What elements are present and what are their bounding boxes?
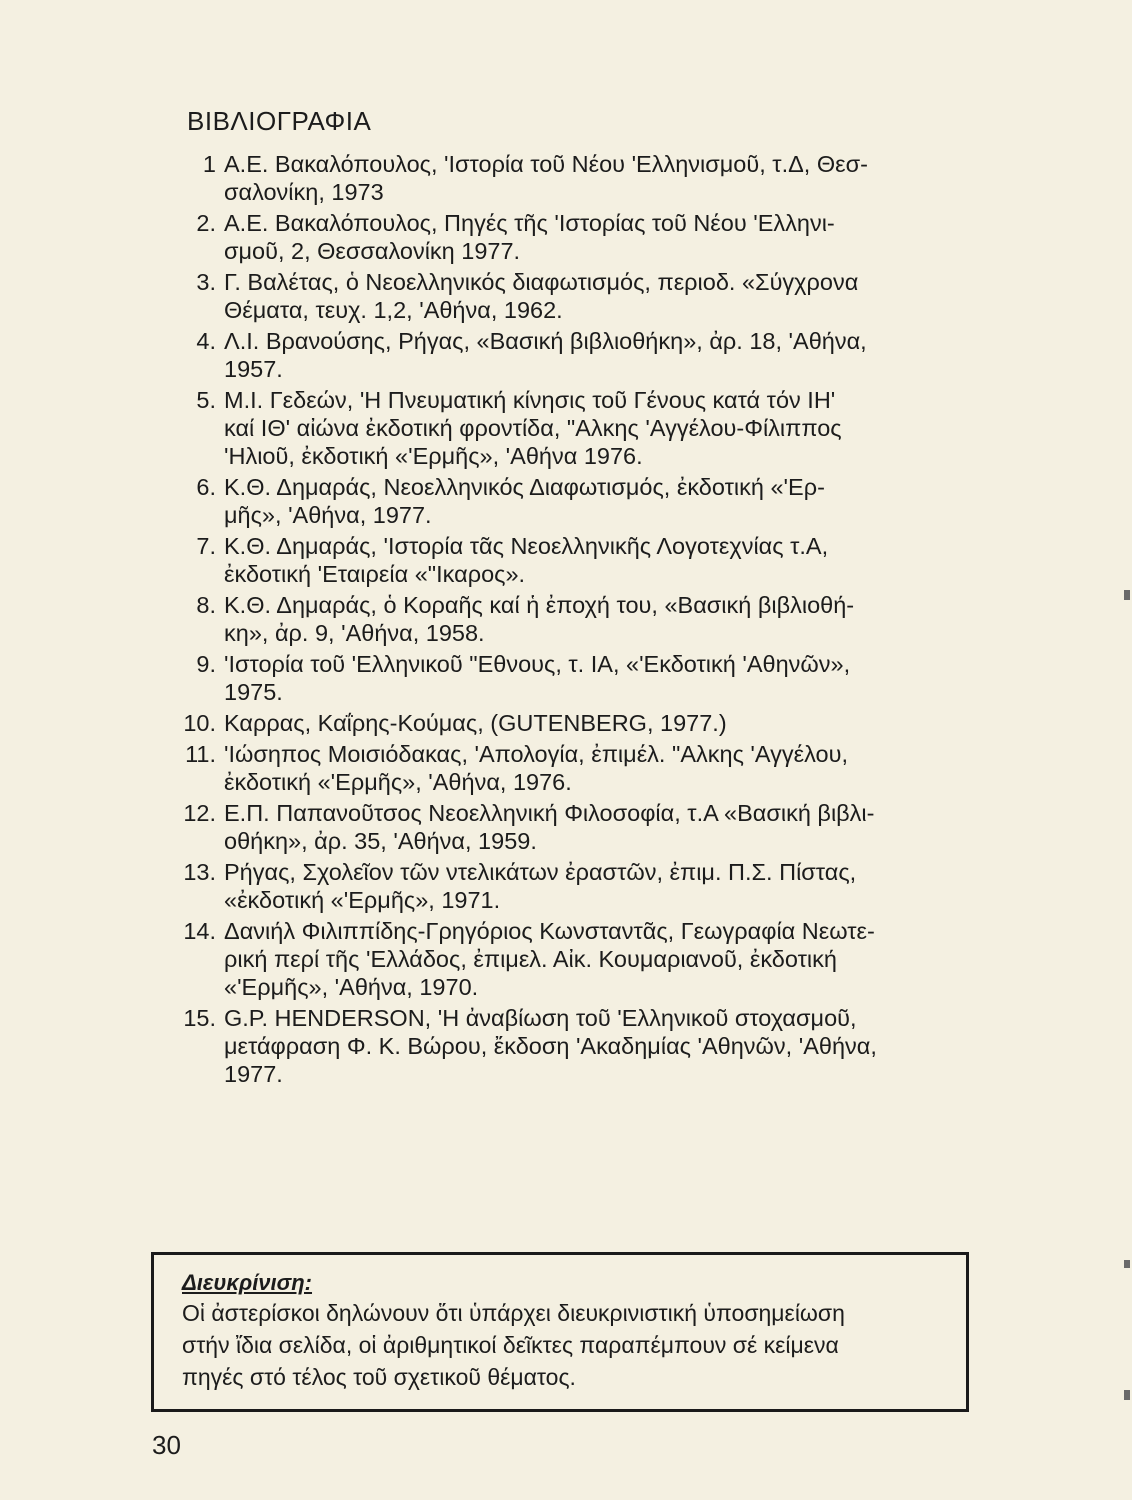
entry-line: 1975. xyxy=(224,679,283,705)
entry-number: 9. xyxy=(196,651,216,677)
entry-line: Δανιήλ Φιλιππίδης-Γρηγόριος Κωνσταντᾶς, Γεωγραφία Νεωτε- xyxy=(224,918,875,944)
entry-text xyxy=(224,740,970,796)
bibliography-entry xyxy=(170,858,970,914)
entry-text xyxy=(224,1004,970,1088)
entry-text xyxy=(224,150,970,206)
entry-text xyxy=(224,591,970,647)
bibliography-entry xyxy=(170,799,970,855)
entry-number: 7. xyxy=(196,533,216,559)
entry-line: 'Ιστορία τοῦ 'Ελληνικοῦ "Εθνους, τ. ΙΑ, «'Εκδοτική 'Αθηνῶν», xyxy=(224,651,851,677)
entry-text xyxy=(224,709,970,737)
entry-line: ρική περί τῆς 'Ελλάδος, ἐπιμελ. Αἰκ. Κουμαριανοῦ, ἐκδοτική xyxy=(224,946,837,972)
entry-line: G.P. HENDERSON, 'Η ἀναβίωση τοῦ 'Ελληνικοῦ στοχασμοῦ, xyxy=(224,1005,857,1031)
entry-text xyxy=(224,799,970,855)
clarification-title: Διευκρίνιση: xyxy=(182,1270,313,1295)
entry-line: 'Ιώσηπος Μοισιόδακας, 'Απολογία, ἐπιμέλ. "Αλκης 'Αγγέλου, xyxy=(224,741,848,767)
entry-text xyxy=(224,268,970,324)
scan-edge-mark xyxy=(1124,590,1130,600)
clarification-box xyxy=(151,1252,969,1412)
bibliography-entry xyxy=(170,650,970,706)
bibliography-entry xyxy=(170,591,970,647)
entry-line: Α.Ε. Βακαλόπουλος, Πηγές τῆς 'Ιστορίας τοῦ Νέου 'Ελληνι- xyxy=(224,210,835,236)
entry-number: 6. xyxy=(196,474,216,500)
bibliography-entry xyxy=(170,150,970,206)
bibliography-entry xyxy=(170,740,970,796)
entry-line: καί ΙΘ' αἰώνα ἐκδοτική φροντίδα, "Αλκης 'Αγγέλου-Φίλιππος xyxy=(224,415,842,441)
entry-number: 10. xyxy=(183,710,216,736)
bibliography-list xyxy=(170,150,970,1091)
entry-number: 11. xyxy=(185,741,216,767)
entry-line: «'Ερμῆς», 'Αθήνα, 1970. xyxy=(224,974,479,1000)
page-number: 30 xyxy=(152,1430,181,1460)
entry-text xyxy=(224,532,970,588)
entry-line: 'Ηλιοῦ, ἐκδοτική «'Ερμῆς», 'Αθήνα 1976. xyxy=(224,443,643,469)
entry-number: 4. xyxy=(196,328,216,354)
entry-number: 13. xyxy=(183,859,216,885)
bibliography-entry xyxy=(170,532,970,588)
entry-line: 1957. xyxy=(224,356,283,382)
entry-line: σαλονίκη, 1973 xyxy=(224,179,384,205)
entry-line: σμοῦ, 2, Θεσσαλονίκη 1977. xyxy=(224,238,521,264)
entry-line: Κ.Θ. Δημαράς, ὁ Κοραῆς καί ἡ ἐποχή του, «Βασική βιβλιοθή- xyxy=(224,592,855,618)
entry-line: Μ.Ι. Γεδεών, 'Η Πνευματική κίνησις τοῦ Γένους κατά τόν ΙΗ' xyxy=(224,387,836,413)
entry-line: Κ.Θ. Δημαράς, 'Ιστορία τᾶς Νεοελληνικῆς Λογοτεχνίας τ.Α, xyxy=(224,533,829,559)
entry-line: κη», ἀρ. 9, 'Αθήνα, 1958. xyxy=(224,620,485,646)
entry-line: Καρρας, Καΐρης-Κούμας, (GUTENBERG, 1977.) xyxy=(224,710,727,736)
entry-line: «ἐκδοτική «'Ερμῆς», 1971. xyxy=(224,887,501,913)
entry-number: 3. xyxy=(196,269,216,295)
entry-number: 15. xyxy=(183,1005,216,1031)
entry-text xyxy=(224,209,970,265)
entry-text xyxy=(224,473,970,529)
entry-number: 2. xyxy=(196,210,216,236)
entry-text xyxy=(224,917,970,1001)
entry-line: Λ.Ι. Βρανούσης, Ρήγας, «Βασική βιβλιοθήκη», ἀρ. 18, 'Αθήνα, xyxy=(224,328,867,354)
clarification-line: Οἱ ἀστερίσκοι δηλώνουν ὅτι ὑπάρχει διευκρινιστική ὑποσημείωση xyxy=(182,1300,845,1326)
entry-number: 8. xyxy=(196,592,216,618)
entry-line: ἐκδοτική 'Εταιρεία «"Ικαρος». xyxy=(224,561,526,587)
entry-line: 1977. xyxy=(224,1061,283,1087)
page-heading: ΒΙΒΛΙΟΓΡΑΦΙΑ xyxy=(187,106,372,136)
entry-text xyxy=(224,650,970,706)
bibliography-entry xyxy=(170,917,970,1001)
scan-edge-mark xyxy=(1124,1260,1130,1268)
bibliography-entry xyxy=(170,327,970,383)
entry-text xyxy=(224,327,970,383)
entry-line: Ρήγας, Σχολεῖον τῶν ντελικάτων ἐραστῶν, ἐπιμ. Π.Σ. Πίστας, xyxy=(224,859,857,885)
clarification-line: πηγές στό τέλος τοῦ σχετικοῦ θέματος. xyxy=(182,1364,576,1390)
bibliography-entry xyxy=(170,268,970,324)
bibliography-entry xyxy=(170,209,970,265)
entry-number: 12. xyxy=(183,800,216,826)
entry-number: 1 xyxy=(202,151,216,177)
bibliography-entry xyxy=(170,473,970,529)
entry-line: μετάφραση Φ. Κ. Βώρου, ἔκδοση 'Ακαδημίας 'Αθηνῶν, 'Αθήνα, xyxy=(224,1033,877,1059)
clarification-line: στήν ἴδια σελίδα, οἱ ἀριθμητικοί δεῖκτες παραπέμπουν σέ κείμενα xyxy=(182,1332,839,1358)
entry-line: Ε.Π. Παπανοῦτσος Νεοελληνική Φιλοσοφία, τ.Α «Βασική βιβλι- xyxy=(224,800,875,826)
entry-line: μῆς», 'Αθήνα, 1977. xyxy=(224,502,432,528)
entry-text xyxy=(224,386,970,470)
bibliography-entry xyxy=(170,1004,970,1088)
entry-text xyxy=(224,858,970,914)
bibliography-entry xyxy=(170,386,970,470)
entry-line: Θέματα, τευχ. 1,2, 'Αθήνα, 1962. xyxy=(224,297,563,323)
entry-line: Γ. Βαλέτας, ὁ Νεοελληνικός διαφωτισμός, περιοδ. «Σύγχρονα xyxy=(224,269,859,295)
entry-line: Κ.Θ. Δημαράς, Νεοελληνικός Διαφωτισμός, ἐκδοτική «'Ερ- xyxy=(224,474,825,500)
entry-line: οθήκη», ἀρ. 35, 'Αθήνα, 1959. xyxy=(224,828,537,854)
entry-line: Α.Ε. Βακαλόπουλος, 'Ιστορία τοῦ Νέου 'Ελληνισμοῦ, τ.Δ, Θεσ- xyxy=(224,151,868,177)
entry-line: ἐκδοτική «'Ερμῆς», 'Αθήνα, 1976. xyxy=(224,769,572,795)
entry-number: 5. xyxy=(196,387,216,413)
bibliography-entry xyxy=(170,709,970,737)
entry-number: 14. xyxy=(183,918,216,944)
scan-edge-mark xyxy=(1124,1390,1130,1400)
